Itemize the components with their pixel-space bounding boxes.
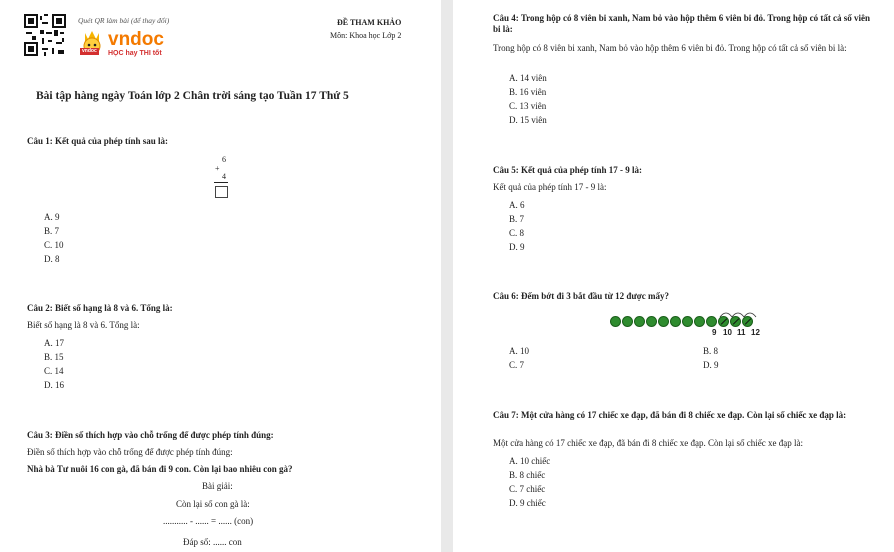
subject-label: Môn: Khoa học Lớp 2 bbox=[330, 31, 402, 40]
q3-equation-blank[interactable]: ........... - ...... = ...... (con) bbox=[163, 516, 254, 526]
page-title: Bài tập hàng ngày Toán lớp 2 Chân trời sáng tạo Tuần 17 Thứ 5 bbox=[36, 90, 349, 102]
q1-option-d[interactable]: D. 8 bbox=[44, 254, 60, 264]
question-6-heading: Câu 6: Đếm bớt đi 3 bắt đầu từ 12 được mấy? bbox=[493, 291, 670, 301]
q6-option-c[interactable]: C. 7 bbox=[509, 360, 525, 370]
question-3-problem: Nhà bà Tư nuôi 16 con gà, đã bán đi 9 con. Còn lại bao nhiêu con gà? bbox=[27, 464, 293, 474]
q4-option-a[interactable]: A. 14 viên bbox=[509, 73, 547, 83]
bead-row bbox=[610, 316, 754, 327]
header-label: ĐỀ THAM KHẢO bbox=[337, 18, 402, 27]
bead-crossed bbox=[718, 316, 729, 327]
document-page-left bbox=[0, 0, 441, 552]
bead bbox=[646, 316, 657, 327]
qr-code-icon bbox=[24, 14, 66, 56]
q7-option-a[interactable]: A. 10 chiếc bbox=[509, 456, 551, 466]
q1-answer-box[interactable] bbox=[215, 186, 228, 198]
question-2-heading: Câu 2: Biết số hạng là 8 và 6. Tổng là: bbox=[27, 303, 173, 313]
bead bbox=[706, 316, 717, 327]
q2-option-d[interactable]: D. 16 bbox=[44, 380, 64, 390]
q5-option-b[interactable]: B. 7 bbox=[509, 214, 525, 224]
logo-slogan: HỌC hay THI tốt bbox=[108, 50, 162, 57]
bead bbox=[610, 316, 621, 327]
bead bbox=[694, 316, 705, 327]
q4-option-b[interactable]: B. 16 viên bbox=[509, 87, 547, 97]
bead-counting-diagram bbox=[610, 308, 770, 338]
bead bbox=[670, 316, 681, 327]
q7-option-c[interactable]: C. 7 chiếc bbox=[509, 484, 546, 494]
logo-badge: vndoc bbox=[82, 48, 97, 54]
bead-crossed bbox=[730, 316, 741, 327]
bead bbox=[622, 316, 633, 327]
bead-label-12: 12 bbox=[751, 328, 760, 337]
q2-option-b[interactable]: B. 15 bbox=[44, 352, 64, 362]
vndoc-logo bbox=[79, 30, 179, 58]
bead-label-9: 9 bbox=[712, 328, 717, 337]
logo-wordmark: vndoc bbox=[108, 29, 164, 50]
q6-option-b[interactable]: B. 8 bbox=[703, 346, 719, 356]
bead bbox=[682, 316, 693, 327]
question-4-heading: Câu 4: Trong hộp có 8 viên bi xanh, Nam bỏ vào hộp thêm 6 viên bi đỏ. Trong hộp có tất cả số viên bi là: bbox=[493, 13, 871, 34]
q7-option-d[interactable]: D. 9 chiếc bbox=[509, 498, 546, 508]
question-2-text: Biết số hạng là 8 và 6. Tổng là: bbox=[27, 320, 140, 330]
q6-option-d[interactable]: D. 9 bbox=[703, 360, 719, 370]
q5-option-c[interactable]: C. 8 bbox=[509, 228, 525, 238]
bead-label-11: 11 bbox=[737, 328, 746, 337]
q2-option-a[interactable]: A. 17 bbox=[44, 338, 64, 348]
document-page-right bbox=[453, 0, 894, 552]
bead-crossed bbox=[742, 316, 753, 327]
q1-plus-sign: + bbox=[215, 164, 220, 173]
q5-option-d[interactable]: D. 9 bbox=[509, 242, 525, 252]
q4-option-d[interactable]: D. 15 viên bbox=[509, 115, 547, 125]
bead bbox=[634, 316, 645, 327]
question-7-text: Một cửa hàng có 17 chiếc xe đạp, đã bán đi 8 chiếc xe đạp. Còn lại số chiếc xe đạp là: bbox=[493, 438, 804, 448]
q3-answer-blank[interactable]: Đáp số: ...... con bbox=[183, 537, 242, 547]
q4-option-c[interactable]: C. 13 viên bbox=[509, 101, 547, 111]
question-1-heading: Câu 1: Kết quả của phép tính sau là: bbox=[27, 136, 169, 146]
qr-caption: Quét QR làm bài (để thay đổi) bbox=[78, 16, 170, 25]
q3-remaining-label: Còn lại số con gà là: bbox=[176, 499, 250, 509]
q1-option-a[interactable]: A. 9 bbox=[44, 212, 60, 222]
q6-option-a[interactable]: A. 10 bbox=[509, 346, 529, 356]
question-7-heading: Câu 7: Một cửa hàng có 17 chiếc xe đạp, đã bán đi 8 chiếc xe đạp. Còn lại số chiếc xe đạp là: bbox=[493, 410, 847, 420]
question-5-heading: Câu 5: Kết quả của phép tính 17 - 9 là: bbox=[493, 165, 643, 175]
q1-option-b[interactable]: B. 7 bbox=[44, 226, 60, 236]
q2-option-c[interactable]: C. 14 bbox=[44, 366, 64, 376]
question-3-heading: Câu 3: Điền số thích hợp vào chỗ trống để được phép tính đúng: bbox=[27, 430, 274, 440]
question-3-text: Điền số thích hợp vào chỗ trống để được phép tính đúng: bbox=[27, 447, 233, 457]
q7-option-b[interactable]: B. 8 chiếc bbox=[509, 470, 546, 480]
q1-top-number: 6 bbox=[222, 155, 226, 164]
bead-label-10: 10 bbox=[723, 328, 732, 337]
question-4-text: Trong hộp có 8 viên bi xanh, Nam bỏ vào hộp thêm 6 viên bi đỏ. Trong hộp có tất cả số viên bi là: bbox=[493, 43, 847, 53]
q1-sum-line bbox=[214, 182, 228, 183]
q1-bottom-number: 4 bbox=[222, 172, 226, 181]
question-5-text: Kết quả của phép tính 17 - 9 là: bbox=[493, 182, 607, 192]
bead bbox=[658, 316, 669, 327]
q5-option-a[interactable]: A. 6 bbox=[509, 200, 525, 210]
q1-option-c[interactable]: C. 10 bbox=[44, 240, 64, 250]
q3-solution-label: Bài giải: bbox=[202, 481, 233, 491]
